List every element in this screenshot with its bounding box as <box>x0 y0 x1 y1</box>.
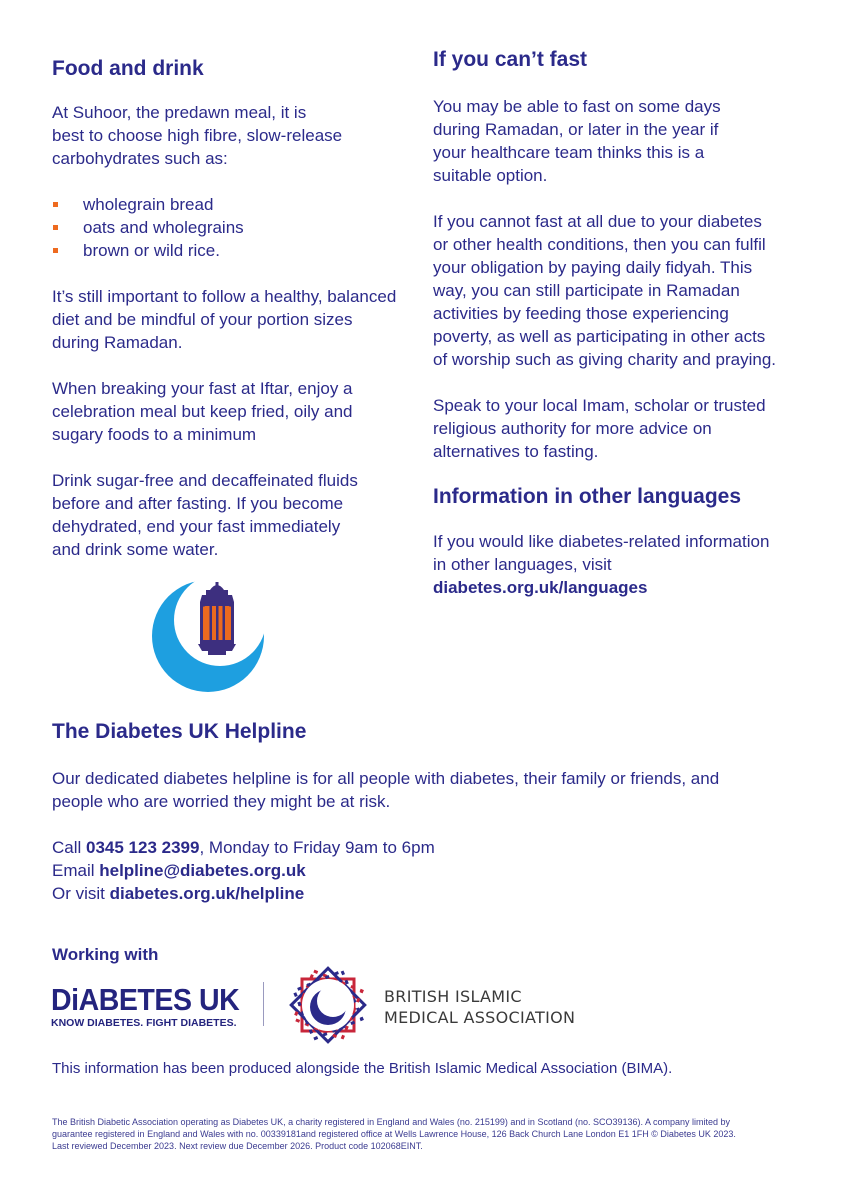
helpline-contacts <box>52 836 812 905</box>
text-line: in other languages, visit <box>433 555 612 574</box>
phone-number[interactable]: 0345 123 2399 <box>86 838 200 857</box>
text-line: Our dedicated diabetes helpline is for all people with diabetes, their family or friends, and <box>52 769 720 788</box>
cant-fast-section <box>433 47 803 599</box>
diabetes-uk-logo-tagline: KNOW DIABETES. FIGHT DIABETES. <box>51 1017 237 1029</box>
food-intro <box>52 101 417 170</box>
bima-line: BRITISH ISLAMIC <box>384 987 522 1006</box>
footer-line: The British Diabetic Association operating as Diabetes UK, a charity registered in England and Wales (no. 215199) and in Scotland (no. SCO39136). A company limited by <box>52 1117 731 1127</box>
food-paragraph <box>52 377 417 446</box>
produced-note: This information has been produced alongside the British Islamic Medical Association (BIMA). <box>52 1060 673 1077</box>
list-item: wholegrain bread <box>52 193 417 216</box>
text-line: your obligation by paying daily fidyah. This <box>433 258 753 277</box>
text-line: during Ramadan. <box>52 333 183 352</box>
carbohydrate-list <box>52 193 417 262</box>
text-line: You may be able to fast on some days <box>433 97 721 116</box>
text-line: way, you can still participate in Ramadan <box>433 281 740 300</box>
list-item: brown or wild rice. <box>52 239 417 262</box>
legal-footer <box>52 1116 812 1152</box>
text-line: Speak to your local Imam, scholar or trusted <box>433 396 766 415</box>
cant-fast-heading: If you can’t fast <box>433 48 588 71</box>
text-line: When breaking your fast at Iftar, enjoy a <box>52 379 353 398</box>
text-line: and drink some water. <box>52 540 219 559</box>
cant-fast-paragraph <box>433 95 803 187</box>
helpline-link[interactable]: diabetes.org.uk/helpline <box>109 884 305 903</box>
languages-link[interactable]: diabetes.org.uk/languages <box>433 578 648 597</box>
text-line: or other health conditions, then you can fulfil <box>433 235 766 254</box>
logo-divider <box>263 982 264 1026</box>
footer-line: Last reviewed December 2023. Next review due December 2026. Product code 102068EINT. <box>52 1141 423 1151</box>
text-line: before and after fasting. If you become <box>52 494 344 513</box>
text-line: during Ramadan, or later in the year if <box>433 120 719 139</box>
cant-fast-paragraph <box>433 394 803 463</box>
helpline-section <box>52 719 812 905</box>
text-line: alternatives to fasting. <box>433 442 599 461</box>
text-line: celebration meal but keep fried, oily and <box>52 402 353 421</box>
bima-star-emblem <box>286 963 370 1047</box>
visit-line <box>52 882 812 905</box>
helpline-heading: The Diabetes UK Helpline <box>52 720 307 743</box>
email-line <box>52 859 812 882</box>
call-hours: , Monday to Friday 9am to 6pm <box>199 838 435 857</box>
languages-heading: Information in other languages <box>433 485 742 508</box>
call-label: Call <box>52 838 87 857</box>
text-line: If you cannot fast at all due to your diabetes <box>433 212 762 231</box>
text-line: dehydrated, end your fast immediately <box>52 517 341 536</box>
visit-label: Or visit <box>52 884 110 903</box>
text-line: activities by feeding those experiencing <box>433 304 729 323</box>
text-line: diet and be mindful of your portion sizes <box>52 310 353 329</box>
food-intro-line: At Suhoor, the predawn meal, it is <box>52 103 307 122</box>
diabetes-uk-logo <box>51 984 251 1028</box>
food-paragraph <box>52 469 417 561</box>
food-heading: Food and drink <box>52 57 204 80</box>
food-intro-line: best to choose high fibre, slow-release <box>52 126 343 145</box>
text-line: people who are worried they might be at risk. <box>52 792 391 811</box>
text-line: of worship such as giving charity and praying. <box>433 350 777 369</box>
list-item: oats and wholegrains <box>52 216 417 239</box>
languages-paragraph <box>433 530 803 599</box>
text-line: your healthcare team thinks this is a <box>433 143 705 162</box>
cant-fast-paragraph <box>433 210 803 371</box>
text-line: suitable option. <box>433 166 548 185</box>
text-line: Drink sugar-free and decaffeinated fluids <box>52 471 358 490</box>
text-line: If you would like diabetes-related information <box>433 532 770 551</box>
working-with-label: Working with <box>52 945 159 964</box>
text-line: poverty, as well as participating in other acts <box>433 327 766 346</box>
bima-line: MEDICAL ASSOCIATION <box>384 1008 576 1027</box>
footer-line: guarantee registered in England and Wales with no. 00339181and registered office at Wells Lawrence House, 126 Back Church Lane London E1 1FH © Diabetes UK 2023. <box>52 1129 736 1139</box>
food-intro-line: carbohydrates such as: <box>52 149 228 168</box>
food-and-drink-section <box>52 56 417 584</box>
diabetes-uk-logo-text: DiABETES UK <box>51 982 240 1017</box>
food-paragraph <box>52 285 417 354</box>
email-link[interactable]: helpline@diabetes.org.uk <box>99 861 306 880</box>
email-label: Email <box>52 861 100 880</box>
text-line: sugary foods to a minimum <box>52 425 257 444</box>
crescent-lantern-icon <box>150 576 270 694</box>
helpline-intro <box>52 767 812 813</box>
bima-logo-text <box>384 986 575 1028</box>
text-line: It’s still important to follow a healthy, balanced <box>52 287 397 306</box>
text-line: religious authority for more advice on <box>433 419 712 438</box>
call-line <box>52 836 812 859</box>
